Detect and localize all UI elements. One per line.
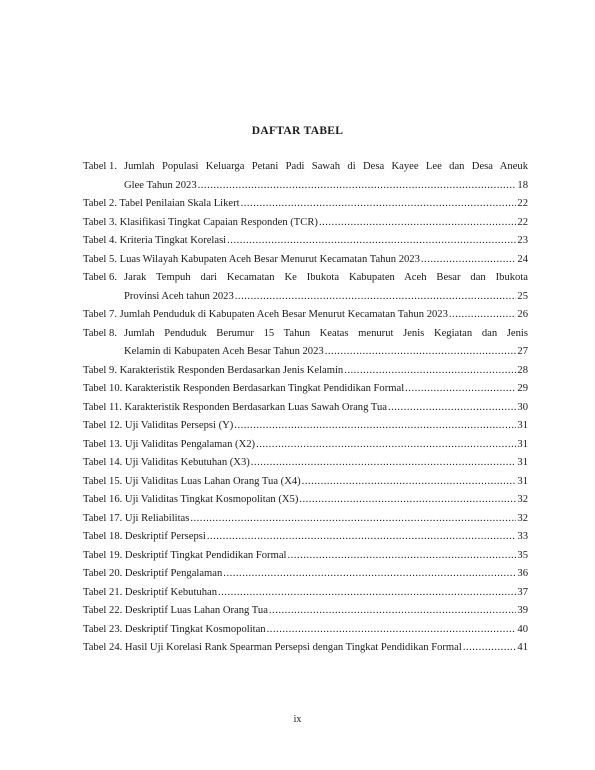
dot-leader bbox=[388, 399, 516, 418]
toc-entry-page: 22 bbox=[517, 216, 528, 228]
toc-entry-page: 31 bbox=[517, 475, 528, 487]
toc-entry[interactable] bbox=[83, 639, 528, 658]
page-title: DAFTAR TABEL bbox=[251, 125, 344, 137]
dot-leader bbox=[251, 454, 517, 473]
toc-entry[interactable] bbox=[83, 158, 528, 195]
toc-entry[interactable] bbox=[83, 565, 528, 584]
toc-entry[interactable] bbox=[83, 232, 528, 251]
toc-entry-page: 30 bbox=[517, 401, 528, 413]
toc-entry-page: 27 bbox=[517, 346, 528, 357]
toc-entry[interactable] bbox=[83, 584, 528, 603]
toc-entry-title: Tabel 21. Deskriptif Kebutuhan bbox=[83, 586, 217, 598]
toc-entry-title: Tabel 24. Hasil Uji Korelasi Rank Spearman Persepsi dengan Tingkat Pendidikan Formal bbox=[83, 642, 462, 653]
dot-leader bbox=[405, 380, 516, 399]
toc-entry-number: Tabel 8. bbox=[83, 327, 117, 339]
dot-leader bbox=[234, 417, 516, 436]
toc-entry-page: 29 bbox=[517, 383, 528, 394]
toc-entry-page: 37 bbox=[517, 586, 528, 598]
toc-entry-title-cont: Provinsi Aceh tahun 2023 bbox=[124, 290, 234, 302]
toc-entry-title: Tabel 16. Uji Validitas Tingkat Kosmopolitan (X5) bbox=[83, 494, 299, 505]
toc-entry-title: Tabel 9. Karakteristik Responden Berdasarkan Jenis Kelamin bbox=[83, 364, 344, 376]
toc-entry[interactable] bbox=[83, 491, 528, 510]
dot-leader bbox=[241, 195, 517, 214]
toc-entry[interactable] bbox=[83, 325, 528, 362]
toc-entry-page: 28 bbox=[517, 364, 528, 376]
dot-leader bbox=[190, 510, 516, 529]
toc-entry-title: Tabel 13. Uji Validitas Pengalaman (X2) bbox=[83, 438, 256, 450]
dot-leader bbox=[227, 232, 516, 251]
toc-entry-title: Tabel 4. Kriteria Tingkat Korelasi bbox=[83, 235, 227, 246]
dot-leader bbox=[287, 547, 516, 566]
toc-entry-title: Jumlah Populasi Keluarga Petani Padi Sawah di Desa Kayee Lee dan Desa Aneuk bbox=[124, 161, 528, 172]
dot-leader bbox=[319, 214, 516, 233]
dot-leader bbox=[325, 343, 517, 362]
toc-entry-title: Tabel 14. Uji Validitas Kebutuhan (X3) bbox=[83, 457, 250, 468]
dot-leader bbox=[256, 436, 516, 455]
toc-entry-page: 18 bbox=[517, 179, 528, 191]
toc-entry-page: 23 bbox=[517, 235, 528, 246]
toc-entry-page: 36 bbox=[517, 568, 528, 579]
dot-leader bbox=[302, 473, 517, 492]
toc-entry-page: 39 bbox=[517, 605, 528, 616]
toc-entry[interactable] bbox=[83, 306, 528, 325]
toc-entry-title: Tabel 23. Deskriptif Tingkat Kosmopolitan bbox=[83, 623, 266, 635]
dot-leader bbox=[223, 565, 516, 584]
toc-entry[interactable] bbox=[83, 547, 528, 566]
dot-leader bbox=[269, 602, 517, 621]
toc-entry[interactable] bbox=[83, 399, 528, 418]
toc-entry-title: Tabel 5. Luas Wilayah Kabupaten Aceh Besar Menurut Kecamatan Tahun 2023 bbox=[83, 253, 420, 265]
toc-entry[interactable] bbox=[83, 473, 528, 492]
toc-entry-title-cont: Kelamin di Kabupaten Aceh Besar Tahun 2023 bbox=[124, 346, 324, 357]
toc-entry[interactable] bbox=[83, 454, 528, 473]
dot-leader bbox=[421, 251, 517, 270]
toc-entry-page: 32 bbox=[517, 512, 528, 524]
toc-entry[interactable] bbox=[83, 362, 528, 381]
toc-entry-page: 31 bbox=[517, 438, 528, 450]
toc-entry-title: Tabel 7. Jumlah Penduduk di Kabupaten Aceh Besar Menurut Kecamatan Tahun 2023 bbox=[83, 309, 448, 320]
toc-entry-title: Tabel 20. Deskriptif Pengalaman bbox=[83, 568, 223, 579]
toc-entry-title: Tabel 15. Uji Validitas Luas Lahan Orang Tua (X4) bbox=[83, 475, 301, 487]
dot-leader bbox=[207, 528, 517, 547]
toc-entry-title: Jumlah Penduduk Berumur 15 Tahun Keatas menurut Jenis Kegiatan dan Jenis bbox=[124, 327, 528, 339]
toc-entry[interactable] bbox=[83, 510, 528, 529]
toc-entry-title: Tabel 2. Tabel Penilaian Skala Likert bbox=[83, 198, 240, 209]
toc-entry-page: 35 bbox=[517, 549, 528, 561]
toc-entry-page: 31 bbox=[517, 420, 528, 431]
toc-entry[interactable] bbox=[83, 602, 528, 621]
toc-entry-page: 33 bbox=[517, 531, 528, 542]
toc-entry[interactable] bbox=[83, 195, 528, 214]
toc-entry[interactable] bbox=[83, 214, 528, 233]
dot-leader bbox=[299, 491, 516, 510]
toc-entry-number: Tabel 1. bbox=[83, 161, 117, 172]
toc-entry[interactable] bbox=[83, 251, 528, 270]
toc-entry[interactable] bbox=[83, 621, 528, 640]
toc-entry[interactable] bbox=[83, 528, 528, 547]
toc-entry-page: 31 bbox=[517, 457, 528, 468]
toc-entry-title: Tabel 22. Deskriptif Luas Lahan Orang Tua bbox=[83, 605, 268, 616]
toc-entry-title: Tabel 18. Deskriptif Persepsi bbox=[83, 531, 206, 542]
dot-leader bbox=[267, 621, 517, 640]
toc-entry-title-cont: Glee Tahun 2023 bbox=[124, 179, 197, 191]
toc-entry-title: Tabel 10. Karakteristik Responden Berdasarkan Tingkat Pendidikan Formal bbox=[83, 383, 405, 394]
toc-entry-number: Tabel 6. bbox=[83, 272, 117, 283]
toc-entry-page: 25 bbox=[517, 290, 528, 302]
toc-entry-page: 26 bbox=[517, 309, 528, 320]
toc-entry-page: 22 bbox=[517, 198, 528, 209]
toc-entry-page: 40 bbox=[517, 623, 528, 635]
page-number: ix bbox=[293, 714, 302, 725]
dot-leader bbox=[449, 306, 517, 325]
toc-entry-title: Tabel 17. Uji Reliabilitas bbox=[83, 512, 190, 524]
dot-leader bbox=[235, 288, 517, 307]
toc-entry-title: Tabel 19. Deskriptif Tingkat Pendidikan Formal bbox=[83, 549, 287, 561]
dot-leader bbox=[463, 639, 517, 658]
dot-leader bbox=[198, 177, 517, 196]
toc-entry[interactable] bbox=[83, 436, 528, 455]
dot-leader bbox=[344, 362, 516, 381]
toc-entry-title: Tabel 11. Karakteristik Responden Berdasarkan Luas Sawah Orang Tua bbox=[83, 401, 387, 413]
dot-leader bbox=[218, 584, 516, 603]
toc-entry-title: Tabel 3. Klasifikasi Tingkat Capaian Responden (TCR) bbox=[83, 216, 318, 228]
toc-entry-page: 24 bbox=[517, 253, 528, 265]
toc-entry[interactable] bbox=[83, 269, 528, 306]
table-of-contents bbox=[83, 158, 528, 658]
toc-entry[interactable] bbox=[83, 417, 528, 436]
toc-entry-title: Jarak Tempuh dari Kecamatan Ke Ibukota Kabupaten Aceh Besar dan Ibukota bbox=[124, 272, 528, 283]
toc-entry[interactable] bbox=[83, 380, 528, 399]
toc-entry-title: Tabel 12. Uji Validitas Persepsi (Y) bbox=[83, 420, 234, 431]
toc-entry-page: 32 bbox=[517, 494, 528, 505]
toc-entry-page: 41 bbox=[517, 642, 528, 653]
